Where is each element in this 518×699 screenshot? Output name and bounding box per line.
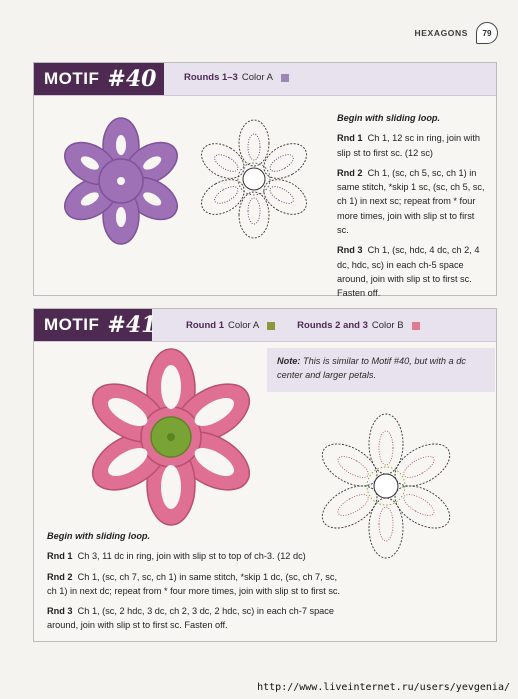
motif-41-rounds23-label: Rounds 2 and 3 [297, 320, 368, 331]
motif-40-begin: Begin with sliding loop. [337, 113, 441, 123]
motif-40-rounds [184, 72, 289, 83]
motif-41-rounds23-color: Color B [371, 320, 404, 331]
motif-40-word: MOTIF [44, 69, 100, 88]
motif-40-stitch-diagram [196, 117, 312, 241]
note-text: This is similar to Motif #40, but with a dc center and larger petals. [277, 356, 466, 381]
motif-40-heading [34, 63, 164, 95]
motif-41-round1-color: Color A [228, 320, 260, 331]
motif-41-rnd-2: Rnd 2 Ch 1, (sc, ch 7, sc, ch 1) in same stitch, *skip 1 dc, (sc, ch 7, sc, ch 1) in next dc; repeat from * four more times, join with slip st to first sc. [47, 571, 341, 596]
motif-41-panel [33, 308, 497, 642]
motif-41-instructions [47, 529, 347, 639]
motif-41-heading [34, 309, 157, 341]
motif-40-instructions [337, 111, 487, 307]
motif-41-photo [86, 347, 256, 527]
motif-40-number: #40 [107, 66, 157, 92]
motif-40-panel [33, 62, 497, 299]
motif-40-rnd-3: Rnd 3 Ch 1, (sc, hdc, 4 dc, ch 2, 4 dc, hdc, sc) in each ch-5 space around, join with slip st to first sc. Fasten off. [337, 245, 480, 299]
page-number: 79 [476, 22, 498, 44]
color-a-swatch [281, 74, 289, 82]
motif-40-rnd-1: Rnd 1 Ch 1, 12 sc in ring, join with slip st to first sc. (12 sc) [337, 133, 480, 158]
motif-40-rnd-2: Rnd 2 Ch 1, (sc, ch 5, sc, ch 1) in same stitch, *skip 1 sc, (sc, ch 5, sc, ch 1) in next sc; repeat from * four more times, join with slip st to first sc. [337, 167, 485, 236]
motif-40-color-label: Color A [241, 72, 274, 83]
page-header [415, 22, 498, 44]
motif-41-begin: Begin with sliding loop. [47, 531, 151, 541]
motif-41-number: #41 [107, 312, 157, 338]
motif-41-word: MOTIF [44, 315, 100, 334]
section-title: HEXAGONS [414, 28, 468, 38]
motif-41-rounds [186, 320, 420, 331]
motif-41-rnd-1: Rnd 1 Ch 3, 11 dc in ring, join with slip st to top of ch-3. (12 dc) [47, 551, 306, 562]
watermark-url: http://www.liveinternet.ru/users/yevgenia/ [257, 682, 510, 693]
motif-40-rounds-label: Rounds 1–3 [184, 72, 238, 83]
motif-41-note [267, 348, 495, 392]
note-label: Note: [277, 356, 301, 366]
motif-40-photo [56, 111, 186, 251]
motif-41-round1-label: Round 1 [186, 320, 224, 331]
motif-41-rnd-3: Rnd 3 Ch 1, (sc, 2 hdc, 3 dc, ch 2, 3 dc, 2 hdc, sc) in each ch-7 space around, join with slip st to first sc. Fasten off. [47, 606, 334, 631]
color-b-swatch [412, 322, 420, 330]
color-a-swatch [267, 322, 275, 330]
